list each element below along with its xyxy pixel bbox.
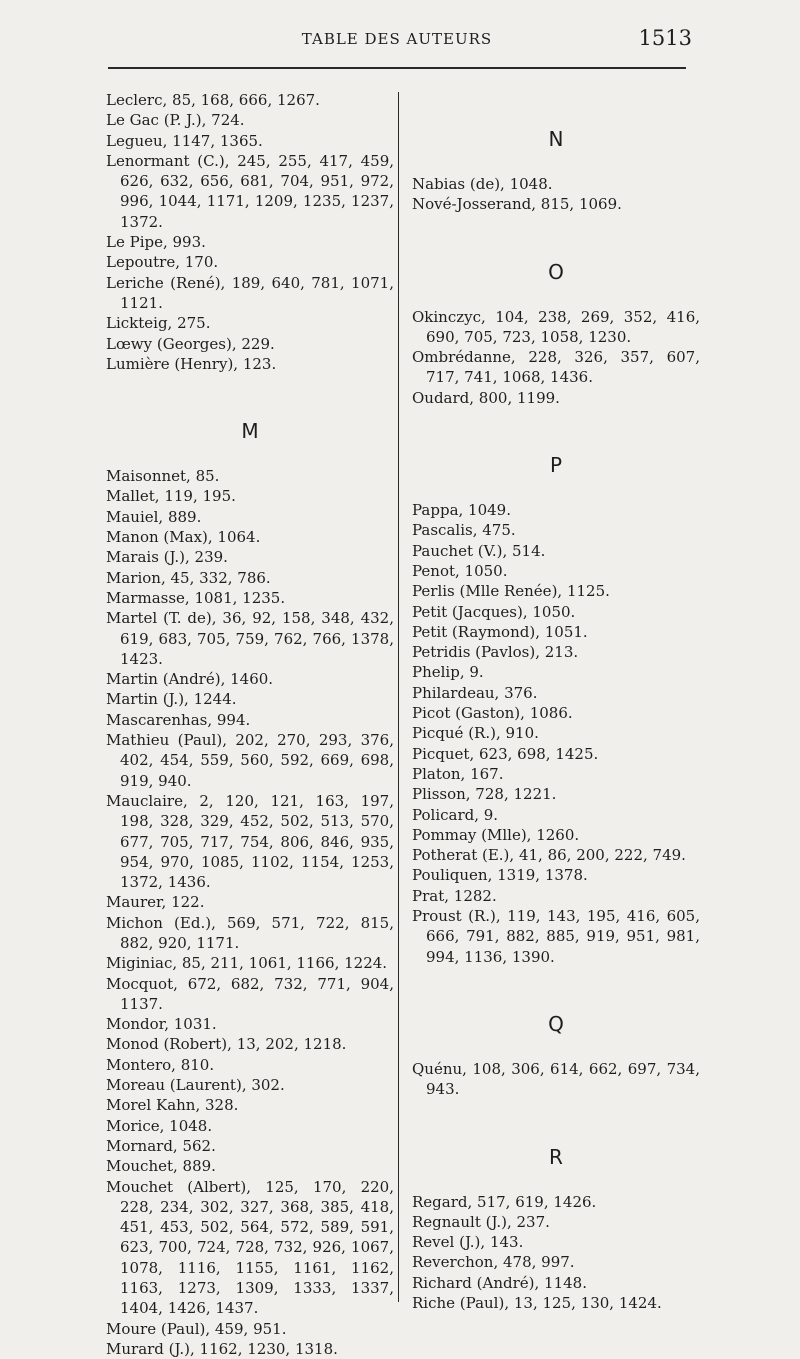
index-entry: Marais (J.), 239.	[106, 548, 228, 567]
index-entry: Marion, 45, 332, 786.	[106, 568, 271, 587]
section-letter: Q	[548, 1011, 564, 1036]
index-entry: Pommay (Mlle), 1260.	[412, 825, 580, 844]
index-entry: Regnault (J.), 237.	[412, 1212, 550, 1231]
index-entry: Mauiel, 889.	[106, 507, 202, 526]
index-entry: Petit (Raymond), 1051.	[412, 622, 588, 641]
index-entry: Prat, 1282.	[412, 886, 497, 905]
index-entry: Le Pipe, 993.	[106, 233, 206, 252]
index-entry: Monod (Robert), 13, 202, 1218.	[106, 1035, 347, 1054]
column-divider	[398, 92, 399, 1302]
right-column	[412, 90, 700, 1313]
index-entry: Picqué (R.), 910.	[412, 724, 539, 743]
running-title: TABLE DES AUTEURS	[301, 30, 493, 48]
index-entry: Michon (Ed.), 569, 571, 722, 815, 882, 920, 1171.	[106, 913, 394, 952]
index-entry: Picot (Gaston), 1086.	[412, 704, 573, 723]
index-entry: Lickteig, 275.	[106, 314, 211, 333]
index-entry: Pascalis, 475.	[412, 521, 516, 540]
index-entry: Riche (Paul), 13, 125, 130, 1424.	[412, 1293, 662, 1312]
index-entry: Policard, 9.	[412, 805, 499, 824]
index-entry: Maisonnet, 85.	[106, 467, 220, 486]
index-entry: Mascarenhas, 994.	[106, 710, 251, 729]
index-entry: Martin (J.), 1244.	[106, 690, 237, 709]
index-entry: Marmasse, 1081, 1235.	[106, 588, 286, 607]
index-entry: Revel (J.), 143.	[412, 1233, 524, 1252]
index-entry: Murard (J.), 1162, 1230, 1318.	[106, 1339, 338, 1358]
index-entry: Moreau (Laurent), 302.	[106, 1076, 285, 1095]
section-letter: R	[549, 1144, 563, 1169]
index-entry: Plisson, 728, 1221.	[412, 785, 557, 804]
index-entry: Maurer, 122.	[106, 893, 205, 912]
index-entry: Miginiac, 85, 211, 1061, 1166, 1224.	[106, 954, 388, 973]
index-entry: Quénu, 108, 306, 614, 662, 697, 734, 943.	[412, 1059, 700, 1099]
index-entry: Lœwy (Georges), 229.	[106, 334, 275, 353]
section-letter: O	[548, 259, 564, 284]
index-entry: Petit (Jacques), 1050.	[412, 602, 576, 621]
index-entry: Lumière (Henry), 123.	[106, 354, 277, 373]
index-entry: Pouliquen, 1319, 1378.	[412, 866, 588, 885]
index-entry: Morel Kahn, 328.	[106, 1096, 239, 1115]
index-entry: Mauclaire, 2, 120, 121, 163, 197, 198, 328, 329, 452, 502, 513, 570, 677, 705, 717, 754, 806, 846, 935, 954, 970, 1085, 1102, 1154, 1253, 1372, 1436.	[106, 791, 394, 892]
index-entry: Mallet, 119, 195.	[106, 487, 236, 506]
index-entry: Leclerc, 85, 168, 666, 1267.	[106, 91, 320, 109]
index-entry: Phelip, 9.	[412, 663, 484, 682]
index-entry: Richard (André), 1148.	[412, 1273, 587, 1292]
index-entry: Nové-Josserand, 815, 1069.	[412, 195, 622, 214]
section-letter: P	[549, 453, 563, 478]
index-entry: Le Gac (P. J.), 724.	[106, 111, 245, 130]
index-entry: Petridis (Pavlos), 213.	[412, 643, 579, 662]
index-entry: Platon, 167.	[412, 764, 504, 783]
index-entry: Perlis (Mlle Renée), 1125.	[412, 582, 610, 601]
index-entry: Picquet, 623, 698, 1425.	[412, 744, 599, 763]
section-letter: N	[548, 127, 564, 151]
left-column	[106, 90, 394, 1359]
section-letter: M	[241, 419, 259, 444]
index-entry: Mocquot, 672, 682, 732, 771, 904, 1137.	[106, 974, 394, 1013]
index-entry: Pappa, 1049.	[412, 501, 511, 520]
index-entry: Oudard, 800, 1199.	[412, 388, 560, 407]
page-number: 1513	[638, 26, 692, 50]
page-header	[0, 26, 800, 56]
index-entry: Reverchon, 478, 997.	[412, 1253, 575, 1272]
header-rule	[108, 67, 686, 69]
index-entry: Mondor, 1031.	[106, 1015, 217, 1034]
index-entry: Pauchet (V.), 514.	[412, 541, 546, 560]
index-entry: Lenormant (C.), 245, 255, 417, 459, 626, 632, 656, 681, 704, 951, 972, 996, 1044, 1171, 1209, 1235, 1237, 1372.	[106, 151, 394, 231]
index-entry: Manon (Max), 1064.	[106, 528, 261, 547]
index-entry: Leriche (René), 189, 640, 781, 1071, 1121.	[106, 273, 394, 312]
index-entry: Mornard, 562.	[106, 1136, 216, 1155]
index-entry: Mathieu (Paul), 202, 270, 293, 376, 402, 454, 559, 560, 592, 669, 698, 919, 940.	[106, 731, 394, 790]
index-entry: Philardeau, 376.	[412, 683, 538, 702]
index-entry: Mouchet (Albert), 125, 170, 220, 228, 234, 302, 327, 368, 385, 418, 451, 453, 502, 564, 572, 589, 591, 623, 700, 724, 728, 732, 926, 1067, 1078, 1116, 1155, 1161, 1162, 1163, 1273, 1309, 1333, 1337, 1404, 1426, 1437.	[106, 1177, 394, 1318]
index-entry: Potherat (E.), 41, 86, 200, 222, 749.	[412, 846, 686, 865]
index-entry: Nabias (de), 1048.	[412, 175, 553, 193]
index-entry: Montero, 810.	[106, 1055, 215, 1074]
index-entry: Penot, 1050.	[412, 561, 508, 580]
index-entry: Ombrédanne, 228, 326, 357, 607, 717, 741, 1068, 1436.	[412, 348, 700, 387]
index-entry: Legueu, 1147, 1365.	[106, 131, 263, 150]
index-entry: Martin (André), 1460.	[106, 670, 274, 689]
index-entry: Okinczyc, 104, 238, 269, 352, 416, 690, 705, 723, 1058, 1230.	[412, 307, 700, 346]
index-entry: Proust (R.), 119, 143, 195, 416, 605, 666, 791, 882, 885, 919, 951, 981, 994, 1136, 1390.	[412, 907, 700, 966]
index-entry: Morice, 1048.	[106, 1116, 213, 1135]
index-entry: Moure (Paul), 459, 951.	[106, 1319, 287, 1338]
index-entry: Martel (T. de), 36, 92, 158, 348, 432, 619, 683, 705, 759, 762, 766, 1378, 1423.	[106, 609, 394, 668]
index-entry: Regard, 517, 619, 1426.	[412, 1192, 597, 1211]
index-entry: Mouchet, 889.	[106, 1157, 216, 1176]
index-entry: Lepoutre, 170.	[106, 253, 219, 272]
